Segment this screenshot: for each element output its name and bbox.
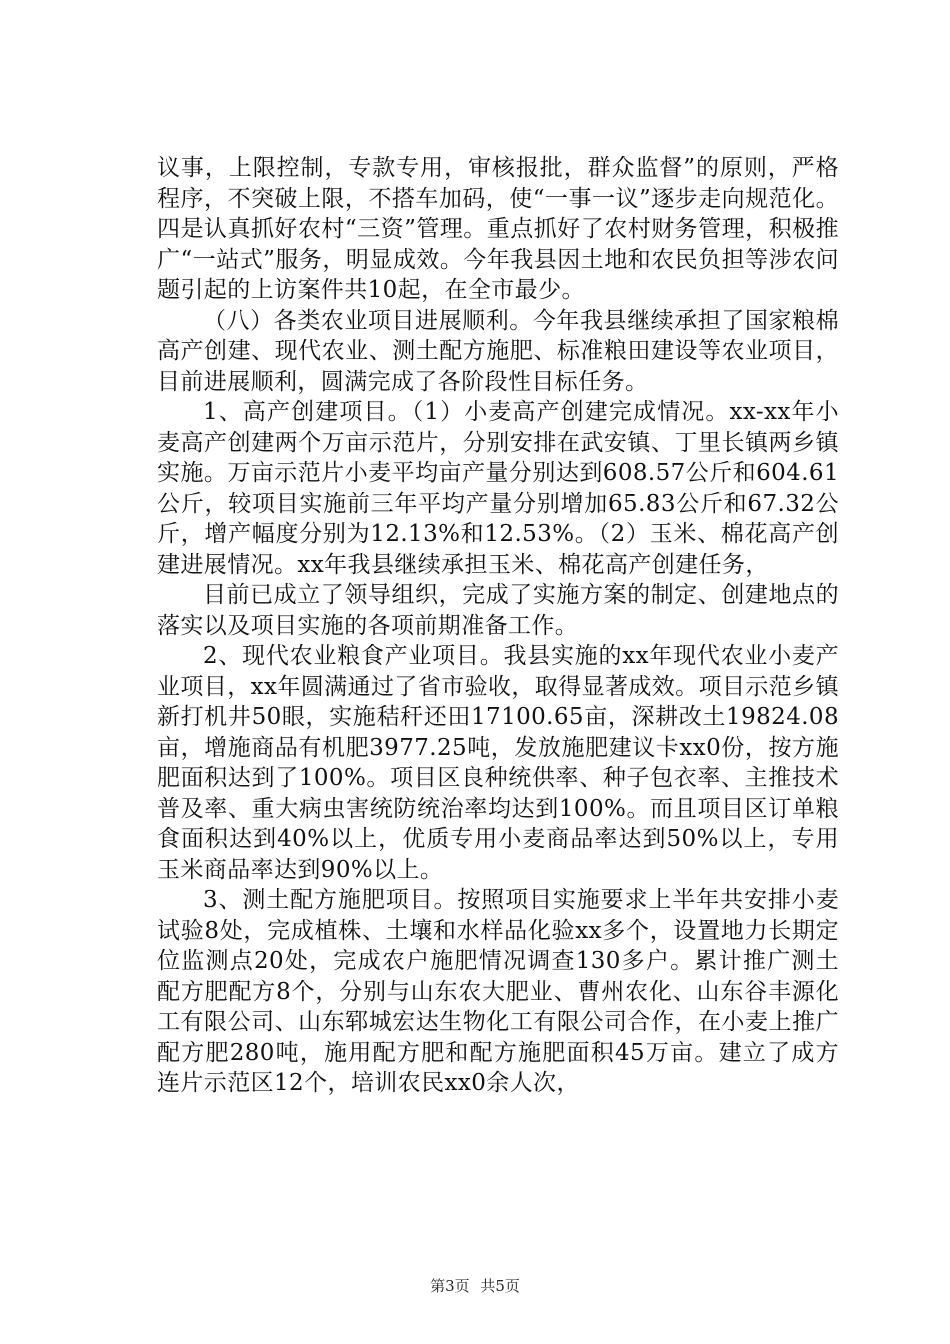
- page-footer: [0, 1276, 950, 1296]
- paragraph-preparation: 目前已成立了领导组织，完成了实施方案的制定、创建地点的落实以及项目实施的各项前期准备工作。: [157, 582, 839, 639]
- paragraph-high-yield-project: 1、高产创建项目。（1）小麦高产创建完成情况。xx-xx年小麦高产创建两个万亩示范片，分别安排在武安镇、丁里长镇两乡镇实施。万亩示范片小麦平均亩产量分别达到608.57公斤和604.61公斤，较项目实施前三年平均产量分别增加65.83公斤和67.32公斤，增产幅度分别为12.13%和12.53%。（2）玉米、棉花高产创建进展情况。xx年我县继续承担玉米、棉花高产创建任务，: [157, 399, 839, 578]
- page-total: 共5页: [480, 1277, 520, 1295]
- paragraph-modern-agriculture: 2、现代农业粮食产业项目。我县实施的xx年现代农业小麦产业项目，xx年圆满通过了省市验收，取得显著成效。项目示范乡镇新打机井50眼，实施秸秆还田17100.65亩，深耕改土19824.08亩，增施商品有机肥3977.25吨，发放施肥建议卡xx0份，按方施肥面积达到了100%。项目区良种统供率、种子包衣率、主推技术普及率、重大病虫害统防统治率均达到100%。而且项目区订单粮食面积达到40%以上，优质专用小麦商品率达到50%以上，专用玉米商品率达到90%以上。: [157, 643, 839, 883]
- page-number: 第3页: [430, 1277, 470, 1295]
- paragraph-soil-testing: 3、测土配方施肥项目。按照项目实施要求上半年共安排小麦试验8处，完成植株、土壤和水样品化验xx多个，设置地力长期定位监测点20处，完成农户施肥情况调查130多户。累计推广测土配方肥配方8个，分别与山东农大肥业、曹州农化、山东谷丰源化工有限公司、山东郓城宏达生物化工有限公司合作，在小麦上推广配方肥280吨，施用配方肥和配方施肥面积45万亩。建立了成方连片示范区12个，培训农民xx0余人次，: [157, 887, 839, 1096]
- paragraph-section-eight: （八）各类农业项目进展顺利。今年我县继续承担了国家粮棉高产创建、现代农业、测土配方施肥、标准粮田建设等农业项目，目前进展顺利，圆满完成了各阶段性目标任务。: [157, 307, 839, 395]
- document-body: [157, 153, 839, 1099]
- paragraph-continuation: 议事，上限控制，专款专用，审核报批，群众监督”的原则，严格程序，不突破上限，不搭车加码，使“一事一议”逐步走向规范化。四是认真抓好农村“三资”管理。重点抓好了农村财务管理，积极推广“一站式”服务，明显成效。今年我县因土地和农民负担等涉农问题引起的上访案件共10起，在全市最少。: [157, 155, 839, 303]
